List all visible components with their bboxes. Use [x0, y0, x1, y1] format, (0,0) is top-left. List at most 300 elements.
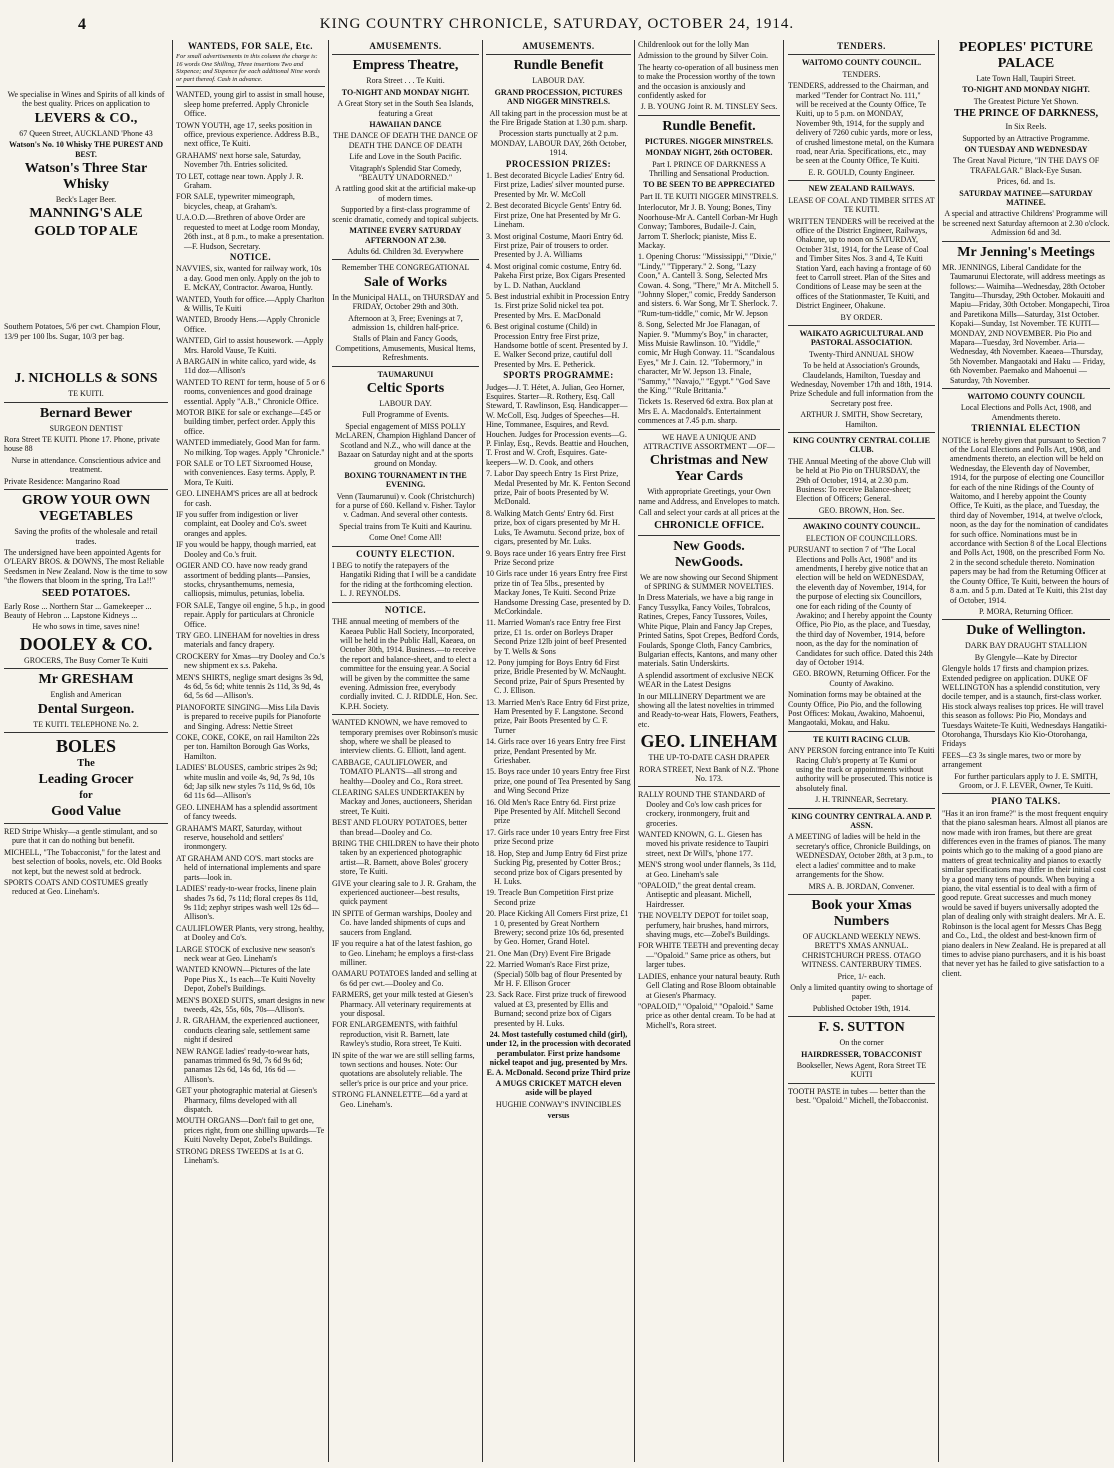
- boxing-tournament: BOXING TOURNAMENT IN THE EVENING.: [344, 470, 467, 490]
- watsons-ten: Watson's No. 10 Whisky THE PUREST AND BEST.: [8, 140, 164, 159]
- xmas-price: Price, 1/- each.: [837, 971, 886, 981]
- divider: [788, 894, 935, 895]
- sports-event: 10 Girls race under 16 years Entry free First prize tin of Tea 5lbs., presented by Mackay Jones, Te Kuiti. Second Prize Handsome Dressing Case, presented by D. McCorkindale.: [486, 569, 631, 616]
- column-2: [176, 40, 325, 1464]
- nz-railways: NEW ZEALAND RAILWAYS.: [808, 184, 915, 194]
- column-rule: [938, 40, 939, 1462]
- minstrel-programme-2: 8. Song, Selected Mr Joe Flanagan, of Napier. 9. "Mummy's Boy," in character, Miss Muisie Rawlinson. 10. "Yiddle," comic, Mr Hugh Conway. 11. "Scandalous Eyes," Mr J. Cain. 12. "Tobermory," in character, Mr W. Jepson 13. Finale, "Sammy," "Navajo," "Egypt." "God Save the King." "Rule Brittania.": [638, 320, 775, 395]
- collie-club-secretary: GEO. BROWN, Hon. Sec.: [818, 505, 905, 515]
- cricket-versus: HUGHIE CONWAY'S INVINCIBLES: [495, 1099, 622, 1109]
- classified-ad: IF you suffer from indigestion or liver complaint, eat Dooley and Co's. sweet oranges and apples.: [176, 510, 307, 538]
- spacer: [4, 242, 168, 322]
- classified-ad: TOWN YOUTH, age 17, seeks position in office, previous experience. Address B.B., next office, Te Kuiti.: [176, 120, 320, 149]
- cricket-team-one: A MUGS CRICKET MATCH eleven aside will be played: [495, 1079, 622, 1098]
- admission: Admission to the ground by Silver Coin.: [638, 51, 768, 61]
- boles-leading-grocer: Leading Grocer: [38, 771, 134, 787]
- classified-ad: WANTED, young girl to assist in small house, sleep home preferred. Apply Chronicle Office.: [176, 90, 325, 119]
- kaeaea-hall-notice: THE annual meeting of members of the Kaeaea Public Hall Society, Incorporated, will be held in the Public Hall, Kaeaea, on October 30th, 1914. Business.—to receive the report and balance-sheet, and to elect a committee for the ensuing year. A Social will be given by the committee the same evening. Admission free, everybody cordially invited. C. J. RIDDLE, Hon. Sec. K.P.H. Society.: [332, 617, 478, 711]
- jennings-meetings-title: Mr Jenning's Meetings: [957, 244, 1095, 260]
- sale-of-works-stalls: Stalls of Plain and Fancy Goods, Competitions, Amusements, Musical Items, Refreshments.: [335, 334, 476, 363]
- classified-ad: STRONG DRESS TWEEDS at 1s at G. Lineham's.: [176, 1146, 304, 1166]
- classified-ad: CROCKERY for Xmas—try Dooley and Co.'s new shipment ex s.s. Pakeha.: [176, 651, 325, 671]
- matinee: MATINEE EVERY SATURDAY AFTERNOON AT 2.30.: [349, 226, 462, 245]
- column-1: [4, 40, 168, 1464]
- empress-tonight: TO-NIGHT AND MONDAY NIGHT.: [341, 87, 470, 97]
- spacer: [4, 40, 168, 90]
- sports-coats-ad: SPORTS COATS AND COSTUMES greatly reduced at Geo. Lineham's.: [4, 878, 148, 897]
- celtic-sports-title: Celtic Sports: [366, 380, 445, 396]
- classified-ad: WANTED, Youth for office.—Apply Charlton & Willis, Te Kuiti: [176, 294, 325, 313]
- classified-ad: WANTED KNOWN—Pictures of the late Pope Pius X., 1s each—Te Kuiti Novelty Depot, Zobel's Buildings.: [176, 965, 316, 994]
- classified-ad: WANTED TO RENT for term, house of 5 or 6 rooms, conveniences and good drainage essential. Apply "A.B.," Chronicle Office.: [176, 377, 325, 406]
- bewer-title: SURGEON DENTIST: [49, 423, 123, 433]
- sports-event: 12. Pony jumping for Boys Entry 6d First prize, Bridle Presented by W. McNaught. Second prize, Pair of Spurs Presented by C. J. Ellison.: [486, 657, 626, 696]
- classified-ad: CAULIFLOWER Plants, very strong, healthy, at Dooley and Co's.: [176, 923, 325, 943]
- classified-ad: LADIES' ready-to-wear frocks, linene plain shades 7s 6d, 7s 11d; floral crepes 8s 11d, 9s 11d; zephyr stripes wash well 12s 6d—Allison's.: [176, 884, 320, 922]
- classified-ad: "OPALOID," "Opaloid," "Opaloid." Same price as other dental cream. To be had at Michell's, Rora street.: [638, 1001, 776, 1030]
- classified-ad: AT GRAHAM AND CO'S. mart stocks are held of international implements and spare parts—look in.: [176, 853, 321, 882]
- supported-by: Supported by a first-class programme of scenic dramatic, comedy and topical subjects.: [332, 205, 479, 224]
- classified-ad: WANTED, Broody Hens.—Apply Chronicle Office.: [176, 315, 320, 334]
- greatest-picture: The Greatest Picture Yet Shown.: [973, 96, 1079, 106]
- procession-prizes-heading: PROCESSION PRIZES:: [505, 158, 612, 169]
- column-rule: [482, 40, 483, 1462]
- classified-ad: BRING THE CHILDREN to have their photo taken by an experienced photographic artist—R. Barnett, above Boles' grocery store, Te Kuiti.: [332, 839, 479, 877]
- bewer-address: Rora Street TE KUITI. Phone 17. Phone, private house 88: [4, 435, 160, 454]
- sports-event: 20. Place Kicking All Comers First prize, £1 1 0, presented by Great Northern Brewery; second prize 10s 6d, presented by Geo. Horner, Grand Hotel.: [486, 909, 629, 947]
- tenders-heading: TENDERS.: [837, 41, 886, 51]
- sports-event: 8. Walking Match Gents' Entry 6d. First prize, box of cigars presented by Mr H. Luks, Te Awamutu. Second prize, box of cigars, presented by Mr. Luks.: [486, 508, 625, 547]
- prince-of-darkness: THE PRINCE OF DARKNESS,: [953, 108, 1099, 120]
- racing-club-secretary: J. H. TRINNEAR, Secretary.: [815, 795, 908, 805]
- mora-returning-officer: P. MORA, Returning Officer.: [978, 606, 1074, 616]
- classified-ad: GEO. LINEHAM'S prices are all at bedrock for cash.: [176, 489, 318, 508]
- returning-officer: GEO. BROWN, Returning Officer. For the County of Awakino.: [792, 669, 931, 688]
- waikato-association: WAIKATO AGRICULTURAL AND PASTORAL ASSOCIATION.: [799, 328, 924, 348]
- nicholls-town: TE KUITI.: [68, 389, 104, 399]
- lineham-name: GEO. LINEHAM: [640, 731, 778, 752]
- piano-talks-heading: PIANO TALKS.: [991, 796, 1061, 807]
- classified-ad: NAVVIES, six, wanted for railway work, 10s a day. Good men only. Apply on the job to E. McKAY, Contractor. Awaroa, Huntly.: [176, 264, 322, 293]
- boxing-bouts: Venn (Taumarunui) v. Cook (Christchurch) for a purse of £60. Kelland v. Fisher. Taylor v. Cadman. And several other contests.: [335, 491, 476, 520]
- awakino-county-council: AWAKINO COUNTY COUNCIL.: [802, 522, 921, 532]
- life-and-love: Life and Love in the South Pacific.: [349, 152, 462, 162]
- vitagraph-comedy: Vitagraph's Splendid Star Comedy, "BEAUTY UNADORNED.": [349, 163, 462, 183]
- classified-ad: FARMERS, get your milk tested at Giesen's Pharmacy. All veterinary requirements at your disposal.: [332, 990, 474, 1018]
- hawaiian-dance: HAWAIIAN DANCE: [369, 120, 442, 130]
- gresham-name: Mr GRESHAM: [38, 672, 134, 688]
- divider: [332, 259, 479, 260]
- part-one: Part I. PRINCE OF DARKNESS A Thrilling and Sensational Production.: [649, 159, 769, 179]
- racing-club: TE KUITI RACING CLUB.: [813, 734, 910, 744]
- column-rule: [172, 40, 173, 1462]
- ladies-meeting-notice: A MEETING of ladies will be held in the secretary's office, Chronicle Buildings, on WEDNESDAY, October 28th, at 3 p.m., to elect a ladies' committee and to make arrangements for the Show.: [788, 832, 934, 880]
- column-rule: [783, 40, 784, 1462]
- divider: [788, 1016, 935, 1017]
- sports-event: 23. Sack Race. First prize truck of firewood valued at £3, presented by Ellis and Burnand; second prize box of Cigars presented by H. Luks.: [486, 990, 627, 1028]
- prize-event: 3. Most original Costume, Maori Entry 6d. First prize, Pair of trousers to order. Presented by J. A. Williams: [486, 231, 624, 260]
- sutton-address: Bookseller, News Agent, Rora Street TE KUITI: [796, 1060, 927, 1080]
- boles-good-value: Good Value: [51, 803, 121, 819]
- gresham-title: Dental Surgeon.: [37, 701, 135, 717]
- divider: [332, 714, 479, 715]
- michell-books-ad: MICHELL, "The Tobacconist," for the latest and best selection of books, novels, etc. Old Books not kept, but the newest sold at bedrock.: [4, 847, 162, 876]
- notice-heading: NOTICE.: [229, 251, 272, 262]
- sports-event: 21. One Man (Dry) Event Fire Brigade: [486, 948, 611, 958]
- masthead: [0, 0, 1114, 40]
- procession-start: Procession starts punctually at 2 p.m. MONDAY, LABOUR DAY, 26th October, 1914.: [490, 129, 627, 158]
- levers-intro: We specialise in Wines and Spirits of all kinds of the best quality. Prices on application to: [7, 90, 165, 109]
- railway-tender-notice: WRITTEN TENDERS will be received at the office of the District Engineer, Railways, Ohakune, up to noon on SATURDAY, October 31st, 1914, for the Lease of Coal and Timber Sites Nos. 3 and 4, Te Kuiti Station Yard, each having a frontage of 60 feet to Carroll street. Plan of the Sites and Conditions of Lease may be seen at the offices of the Stationmaster, Te Kuiti, and District Engineer, Ohakune.: [788, 216, 935, 311]
- bewer-nurse: Nurse in attendance. Conscientious advice and treatment.: [11, 455, 161, 475]
- notice-heading: NOTICE.: [384, 604, 427, 615]
- classified-ad: GET your photographic material at Giesen's Pharmacy, films developed with all dispatch.: [176, 1086, 318, 1115]
- classified-ad: WANTED, Girl to assist housework. —Apply Mrs. Harold Vause, Te Kuiti.: [176, 336, 324, 355]
- seedsmen-notice: The undersigned have been appointed Agents for O'LEARY BROS. & DOWNS, The most Reliable Seedsmen in New Zealand. Now is the time to sow "the flowers that bloom in the spring, Tra La!!": [4, 547, 168, 586]
- divider: [638, 429, 780, 430]
- seed-potato-varieties: Early Rose ... Northern Star ... Gamekeeper ... Beauty of Hebron ... Lapstone Kidneys ...: [4, 601, 152, 620]
- seed-potatoes-heading: SEED POTATOES.: [41, 587, 131, 599]
- divider: [942, 793, 1110, 794]
- classified-ad: A BARGAIN in white calico, yard wide, 4s 11d doz—Allison's: [176, 356, 316, 376]
- classified-ad: MEN'S BOXED SUITS, smart designs in new tweeds, 42s, 55s, 60s, 70s—Allison's.: [176, 995, 325, 1014]
- sale-of-works-admission: Afternoon at 3, Free; Evenings at 7, admission 1s, children half-price.: [348, 313, 463, 332]
- classified-ad: GIVE your clearing sale to J. R. Graham, the experienced auctioneer—best results, quick payment: [332, 878, 477, 907]
- classified-ad: RALLY ROUND THE STANDARD of Dooley and Co's low cash prices for crockery, ironmongery, fruit and groceries.: [638, 790, 765, 828]
- dooley-sub: GROCERS, The Busy Corner Te Kuiti: [23, 655, 149, 665]
- divider: [788, 518, 935, 519]
- palace-prices: Prices, 6d. and 1s.: [996, 177, 1056, 187]
- grand-procession: GRAND PROCESSION, PICTURES AND NIGGER MINSTRELS.: [494, 87, 623, 107]
- show-details: To be held at Association's Grounds, Claudelands, Hamilton, Tuesday and Wednesday, November 17th and 18th, 1914. Prize Schedule and full information from the Secretary post free.: [789, 361, 934, 408]
- minstrel-cast: Interlocutor, Mr J. B. Young; Bones, Tiny Noorhouse-Mr A. Cantell Corban-Mr Hugh Conway; Tambores, Budaile-J. Cain, Jarrom T. Sherlock; pianiste, Miss E. Mackay.: [638, 203, 778, 250]
- classified-ad: TO LET, cottage near town. Apply J. R. Graham.: [176, 171, 304, 191]
- county-engineer: E. R. GOULD, County Engineer.: [808, 167, 915, 177]
- classified-ad: FOR SALE, Tangye oil engine, 5 h.p., in good repair. Apply for particulars at Chronicle Office.: [176, 600, 325, 629]
- classified-ad: STRONG FLANNELETTE—6d a yard at Geo. Lineham's.: [332, 1090, 468, 1109]
- page-number: 4: [78, 16, 86, 33]
- classified-ad: FOR SALE or TO LET Sixroomed House, with conveniences. Easy terms. Apply, P. Mora, Te Kuiti.: [176, 459, 316, 487]
- divider: [788, 432, 935, 433]
- triennial-election-heading: TRIENNIAL ELECTION: [971, 423, 1081, 434]
- labour-day: LABOUR DAY.: [532, 76, 585, 86]
- classified-ad: MEN'S strong wool under flannels, 3s 11d, at Geo. Lineham's sale: [638, 860, 777, 879]
- limited-quantity: Only a limited quantity owing to shortage of paper.: [790, 982, 933, 1002]
- mannings-ale: MANNING'S ALE: [29, 206, 143, 222]
- column-rule: [328, 40, 329, 1462]
- grow-vegetables-headline: GROW YOUR OWN VEGETABLES: [21, 493, 151, 525]
- divider: [788, 808, 935, 809]
- classified-ad: IF you would be happy, though married, eat Dooley and Co.'s fruit.: [176, 540, 317, 559]
- lolly-man: Childrenlook out for the lolly Man: [638, 40, 749, 49]
- assortment-intro: WE HAVE A UNIQUE AND ATTRACTIVE ASSORTMENT —OF—: [643, 432, 775, 452]
- sale-of-works-title: Sale of Works: [364, 274, 447, 290]
- bewer-name: Bernard Bewer: [39, 405, 133, 421]
- sports-event: 7. Labor Day speech Entry 1s First Prize, Medal Presented by Mr. K. Fenton Second prize, Pair of boots Presented by W. McDonald.: [486, 469, 631, 507]
- classified-ad: U.A.O.D.—Brethren of above Order are requested to meet at Lodge room Monday, 26th inst., at 8 p.m., to make a presentation.—F. Hudson, Secretary.: [176, 213, 324, 251]
- lineham-address: RORA STREET, Next Bank of N.Z. 'Phone No. 173.: [639, 764, 779, 783]
- divider: [638, 115, 780, 116]
- stallion-fees: FEES—£3 3s single mares, two or more by arrangement: [942, 750, 1082, 770]
- gold-top-ale: GOLD TOP ALE: [34, 224, 138, 240]
- collie-club-notice: THE Annual Meeting of the above Club will be held at Pio Pio on THURSDAY, the 29th of October, 1914, at 2.30 p.m. Business: To receive Balance-sheet; Election of Officers; General.: [788, 456, 931, 504]
- call-and-select: Call and select your cards at all prices at the: [638, 508, 780, 518]
- classified-ad: GEO. LINEHAM has a splendid assortment of fancy tweeds.: [176, 802, 318, 822]
- rattling-skit: A rattling good skit at the artificial make-up of modern times.: [335, 184, 476, 203]
- sutton-corner: On the corner: [839, 1038, 884, 1048]
- grow-vegetables-sub: Saving the profits of the wholesale and retail trades.: [14, 527, 158, 546]
- sports-event: 11. Married Woman's race Entry free First prize, £1 1s. order on Borleys Draper Second Prize 12lb joint of beef Presented by T. Wells & Sons: [486, 618, 627, 656]
- classified-ad: OAMARU POTATOES landed and selling at 6s 6d per cwt.—Dooley and Co.: [332, 969, 477, 988]
- divider: [638, 535, 780, 536]
- nicholls-prices: Southern Potatoes, 5/6 per cwt. Champion Flour, 13/9 per 100 lbs. Sugar, 10/3 per bag.: [4, 322, 161, 341]
- congregational: Remember THE CONGREGATIONAL: [341, 263, 470, 273]
- saturday-matinee: SATURDAY MATINEE—SATURDAY MATINEE.: [959, 188, 1093, 208]
- column-6: [788, 40, 935, 1464]
- empress-theatre-title: Empress Theatre,: [352, 58, 459, 74]
- sports-event: 22. Married Woman's Race First prize, (Special) 50lb bag of flour Presented by Mr H. F. Ellison Grocer: [486, 960, 622, 988]
- classified-ad: WANTED immediately, Good Man for farm. No milking. Top wages. Apply "Chronicle.": [176, 438, 325, 457]
- divider: [942, 619, 1110, 620]
- attractive-programme: Supported by an Attractive Programme.: [962, 133, 1090, 143]
- palace-address: Late Town Hall, Taupiri Street.: [976, 74, 1076, 83]
- sutton-name: F. S. SUTTON: [818, 1020, 905, 1036]
- boles-name: BOLES: [55, 735, 117, 756]
- piano-talks-text: "Has it an iron frame?" is the most frequent enquiry that the piano salesman hears. Almost all pianos are now made with iron frames, but there are great differences even in the frames of pianos. The many points which go to the making of a good piano are matters of great technicality and pianos to exactly similar specifications may differ in their initial cost by a good many tens of pounds. When buying a piano, the vital essential is to deal with a firm of good repute. Great successes and much money would be saved if buyers universally adopted the plan of dealing only with straight dealers. Mr A. E. Robinson is the local agent for Messrs Chas Begg and Co., Ltd., the oldest and best-known firm of piano dealers in New Zealand. He is prepared at all times to advise piano purchasers, and it is his boast that never yet has he failed to give satisfaction to a client.: [942, 808, 1108, 978]
- boles-the: The: [77, 757, 95, 769]
- palace-tonight: TO-NIGHT AND MONDAY NIGHT.: [962, 85, 1090, 95]
- to-be-seen: TO BE SEEN TO BE APPRECIATED: [643, 180, 775, 190]
- bewer-residence: Private Residence: Mangarino Road: [4, 476, 120, 486]
- classified-ad: TRY GEO. LINEHAM for novelties in dress materials and fancy drapery.: [176, 630, 320, 650]
- prize-event: 5. Best industrial exhibit in Procession Entry 1s. First prize Solid nickel tea pot. Presented by Mrs. E. MacDonald: [486, 291, 630, 320]
- divider: [4, 732, 168, 733]
- divider: [942, 388, 1110, 389]
- labour-day: LABOUR DAY.: [379, 398, 432, 408]
- red-stripe-whisky-ad: RED Stripe Whisky—a gentle stimulant, and so pure that it can do nothing but benefit.: [4, 826, 158, 846]
- waitomo-county-council: WAITOMO COUNTY COUNCIL.: [801, 58, 922, 68]
- prize-event: 6. Best original costume (Child) in Procession Entry free First prize, Handsome bottle of scent. Presented by J. E. Walker Second prize, cautiful doll Presented by Mrs. E. Petherick.: [486, 322, 628, 369]
- tooth-paste-ad: TOOTH PASTE in tubes — better than the best. "Opaloid." Michell, theTobacconist.: [788, 1086, 929, 1106]
- taumarunui: TAUMARUNUI: [377, 369, 434, 379]
- waitomo-county-council: WAITOMO COUNTY COUNCIL: [967, 391, 1085, 401]
- coal-timber-sites: LEASE OF COAL AND TIMBER SITES AT TE KUITI.: [788, 195, 935, 215]
- empress-story: A Great Story set in the South Sea Islands, featuring a Great: [337, 99, 474, 118]
- divider: [4, 668, 168, 669]
- procession-instructions: All taking part in the procession must be at the Fire Brigade Station at 1.30 p.m. sharp.: [489, 108, 628, 128]
- divider: [788, 325, 935, 326]
- dress-materials: In Dress Materials, we have a big range in Fancy Tussylka, Fancy Voiles, Tobralcos, Ratines, Crepes, Fancy Tussores, Voiles, White Pique, Plain and Fancy Jap Crepes, Printed Satins, Spot Crepes, Bedford Cords, Foulards, Sponge Cloth, Fancy Cambrics, Bulgarian effects, Kantons, and many other materials. Satin Underskirts.: [638, 593, 779, 669]
- classified-ad: MOTOR BIKE for sale or exchange—£45 or building timber, perfect order. Apply this office.: [176, 408, 321, 436]
- christmas-cards-title: Christmas and New Year Cards: [649, 453, 769, 485]
- classified-ad: GRAHAMS' next horse sale, Saturday, November 7th. Entries solicited.: [176, 150, 301, 170]
- classified-ad: COKE, COKE, COKE, on rail Hamilton 22s per ton. Hamilton Borough Gas Works, Hamilton.: [176, 733, 320, 761]
- sports-event: 13. Married Men's Race Entry 6d First prize, Ham Presented by F. Langstone. Second prize, Pair Boots Presented by C. F. Turner: [486, 697, 630, 735]
- classified-ad: BEST AND FLOURY POTATOES, better than bread—Dooley and Co.: [332, 818, 467, 837]
- divider: [332, 602, 479, 603]
- classified-ad: FOR SALE, typewriter mimeograph, bicycles, cheap, at Graham's.: [176, 192, 295, 211]
- amusements-heading: AMUSEMENTS.: [369, 41, 442, 51]
- ticket-info: Tickets 1s. Reserved 6d extra. Box plan at Mrs E. A. Macdonald's. Entertainment commences at 7.45 p.m. sharp.: [638, 397, 774, 426]
- becks-lager: Beck's Lager Beer.: [55, 195, 117, 205]
- by-order: BY ORDER.: [840, 312, 883, 322]
- tender-notice: TENDERS, addressed to the Chairman, and marked "Tender for Contract No. 111," will be received at the County Office, Te Kuiti, up to 5 p.m. on MONDAY, November 9th, 1914, for the supply and delivery of 7260 cubic yards, more or less, of crushed limestone metal, on the Kumara road, near Aria. Specifications, etc., may be seen at the County Office, Te Kuiti.: [788, 81, 934, 166]
- divider: [4, 402, 168, 403]
- county-election-heading: COUNTY ELECTION.: [356, 548, 455, 559]
- tuesday-wednesday: ON TUESDAY AND WEDNESDAY: [964, 145, 1088, 155]
- classified-ad: CABBAGE, CAULIFLOWER, and TOMATO PLANTS—all strong and healthy—Dooley and Co., Rora street.: [332, 757, 463, 786]
- sports-event: 19. Treacle Bun Competition First prize Second prize: [486, 888, 614, 907]
- nicholls-name: J. NICHOLLS & SONS: [14, 371, 158, 387]
- divider: [788, 180, 935, 181]
- part-two: Part II. TE KUITI NIGGER MINSTRELS.: [639, 191, 779, 201]
- millinery: In our MILLINERY Department we are showing all the latest novelties in trimmed and Ready-to-wear Hats, Flowers, Feathers, etc.: [638, 691, 779, 729]
- column-4: [486, 40, 631, 1464]
- divider: [4, 489, 168, 490]
- divider: [332, 366, 479, 367]
- divider: [942, 241, 1110, 242]
- divider: [788, 1083, 935, 1084]
- peoples-picture-palace: PEOPLES' PICTURE PALACE: [958, 40, 1094, 71]
- six-reels: In Six Reels.: [1005, 122, 1047, 132]
- divider: [486, 54, 631, 55]
- cricket-team-two: versus: [547, 1111, 570, 1121]
- sports-event: 18. Hop, Step and Jump Entry 6d First prize Sucking Pig, presented by Cotter Bros.; second prize box of Cigars presented by H. Luks.: [486, 848, 628, 886]
- levers-address: 67 Queen Street, AUCKLAND 'Phone 43: [19, 128, 153, 138]
- classified-ad: MOUTH ORGANS—Don't fail to get one, prices right, from one shilling upwards—Te Kuiti Novelty Depot, Zobel's Buildings.: [176, 1116, 325, 1145]
- classified-ad: LADIES, enhance your natural beauty. Ruth Gell Clating and Rose Bloom obtainable at Giesen's Pharmacy.: [638, 971, 780, 1000]
- polly-mclaren: Special engagement of MISS POLLY McLAREN, Champion Highland Dancer of Scotland and N.Z., who will dance at the Bazaar on Saturday night and at the sports ground on Monday.: [335, 421, 476, 469]
- greetings-text: With appropriate Greetings, your Own name and Address, and Envelopes to match.: [638, 487, 780, 506]
- column-5: [638, 40, 780, 1464]
- divider: [332, 54, 479, 55]
- levers-name: LEVERS & CO.,: [34, 110, 138, 126]
- divider: [788, 731, 935, 732]
- sports-event: 9. Boys race under 16 years Entry free First Prize Second prize: [486, 548, 626, 567]
- trafalgar: The Great Naval Picture, "IN THE DAYS OF TRAFALGAR." Black-Eye Susan.: [952, 156, 1100, 175]
- prize-event: 2. Best decorated Bicycle Gents' Entry 6d. First prize, One hat Presented by Mr G. Lineham.: [486, 201, 622, 230]
- local-elections-act: Local Elections and Polls Act, 1908, and Amendments thereto.: [960, 403, 1092, 422]
- prize-event: 1. Best decorated Bicycle Ladies' Entry 6d. First prize, Ladies' silver mounted purse. Presented by Mr. W. McColl: [486, 171, 625, 199]
- xmas-publications: OF AUCKLAND WEEKLY NEWS. BRETT'S XMAS ANNUAL. CHRISTCHURCH PRESS. OTAGO WITNESS. CANTERBURY TIMES.: [801, 931, 922, 970]
- election-of-councillors: ELECTION OF COUNCILLORS.: [805, 533, 918, 543]
- joint-secretaries: J. B. YOUNG Joint R. M. TINSLEY Secs.: [640, 102, 778, 112]
- column-7: [942, 40, 1110, 1464]
- dance-of-death: THE DANCE OF DEATH THE DANCE OF DEATH THE DANCE OF DEATH: [333, 131, 478, 150]
- wanteds-rates-note: For small advertisements in this column the charge is: 16 words One Shilling, Three insertions Two and Sixpence; and Sixpence for each additional Nine words or part thereof. Cash in advance.: [176, 53, 320, 83]
- childrens-programme: A special and attractive Childrens' Programme will be screened next Saturday afternoon at 2.30 o'clock. Admission 6d and 3d.: [942, 209, 1110, 238]
- classified-ad: IN spite of the war we are still selling farms, town sections and houses. Note: Our quotations are absolutely reliable. The seller's price is our price and your price.: [332, 1050, 475, 1088]
- nomination-forms: Nomination forms may be obtained at the County Office, Pio Pio, and the following Post Offices: Mokau, Awakino, Mahoenui, Mangaotaki, Mokau, and Haku.: [788, 690, 925, 728]
- divider: [332, 546, 479, 547]
- new-goods-title: New Goods. NewGoods.: [673, 538, 745, 570]
- come-one: Come One! Come All!: [369, 533, 442, 543]
- boles-for: for: [79, 789, 93, 801]
- classified-ad: J. R. GRAHAM, the experienced auctioneer, conducts clearing sale, settlement same night if desired: [176, 1016, 320, 1045]
- sports-event: 15. Boys race under 10 years Entry free First prize, one pound of Tea Presented by Sang and Wing Second Prize: [486, 767, 631, 796]
- classified-ad: GRAHAM'S MART, Saturday, without reserve, household and settlers' ironmongery.: [176, 823, 302, 852]
- election-notice: PURSUANT to section 7 of "The Local Elections and Polls Act, 1908" and its amendments, I hereby give notice that an election will be held on WEDNESDAY, the eleventh day of November, 1914, for the purpose of electing six Councillors, one for each riding of the County of Awakino; and I hereby appoint the County Office, Pio Pio, as the place, and Tuesday, the third day of November, 1914, before noon, as the day for the nomination of Candidates for such office. Dated this 24th day of October 1914.: [788, 545, 933, 667]
- empress-prices: Adults 6d. Children 3d. Everywhere: [347, 246, 464, 256]
- rundle-benefit-title: Rundle Benefit: [513, 58, 604, 74]
- column-3: [332, 40, 479, 1464]
- sports-programme-heading: SPORTS PROGRAMME:: [503, 370, 614, 381]
- pictures-minstrels: PICTURES. NIGGER MINSTRELS.: [644, 136, 774, 146]
- sows-in-time: He who sows in time, saves nine!: [32, 622, 140, 632]
- show-secretary: ARTHUR J. SMITH, Show Secretary, Hamilton.: [800, 410, 923, 429]
- rundle-benefit-title: Rundle Benefit.: [662, 118, 756, 134]
- jennings-schedule: MR. JENNINGS, Liberal Candidate for the Taumarunui Electorate, will address meetings as follows:— Waimiha—Wednesday, 28th October Tangitu—Thursday, 29th October. Mokauiti and Mapiu—Friday, 30th October. Mongapechi, Tiroa and Paretikona Mills—Saturday, 31st October. Kopaki—Sunday, 1st November. TE KUITI—MONDAY, 2ND NOVEMBER. Pio Pio and Mapara—Tuesday, 3rd November. Aria—Wednesday, 4th November. Kaeaea—Thursday, 5th November. Mangaotaki and Haku — Friday, 6th November. Paemako and Mahoenui — Saturday, 7th November.: [942, 262, 1110, 385]
- divider: [4, 823, 168, 824]
- annual-show: Twenty-Third ANNUAL SHOW: [809, 349, 914, 359]
- collie-club: KING COUNTRY CENTRAL COLLIE CLUB.: [793, 436, 930, 455]
- sports-event: 17. Girls race under 10 years Entry free First prize Second prize: [486, 827, 630, 847]
- divider: [788, 54, 935, 55]
- watsons-three-star: Watson's Three Star Whisky: [24, 161, 148, 193]
- classified-ad: OGIER AND CO. have now ready grand assortment of bedding plants—Pansies, stocks, chrysanthemums, nemesia, calliopsis, mimulus, petunias, lobelia.: [176, 561, 311, 599]
- prize-event: 4. Most original comic costume, Entry 6d. Pakeha First prize, Box Cigars Presented by L. D. Nathan, Auckland: [486, 261, 626, 290]
- classified-ad: IF you require a hat of the latest fashion, go to Geo. Lineham; he employs a first-class milliner.: [332, 939, 474, 967]
- classified-ad: FOR ENLARGEMENTS, with faithful reproduction, visit R. Barnett, late Rawley's studio, Rora street, Te Kuiti.: [332, 1020, 462, 1049]
- classified-ad: IN SPITE of German warships, Dooley and Co. have landed shipments of cups and saucers from England.: [332, 908, 472, 937]
- cooperation-request: The hearty co-operation of all business men to make the Procession worthy of the town and the occasion is anxiously and confidently asked for: [638, 62, 779, 101]
- classified-ad: "OPALOID," the great dental cream. Antiseptic and pleasant. Michell, Hairdresser.: [638, 881, 756, 909]
- full-programme: Full Programme of Events.: [362, 410, 449, 420]
- special-trains: Special trains from Te Kuiti and Kaurinu.: [339, 521, 472, 531]
- stallion-contact: For further particulars apply to J. E. SMITH, Groom, or J. F. LEVER, Owner, Te Kuiti.: [954, 771, 1098, 790]
- dooley-name: DOOLEY & CO.: [19, 633, 153, 654]
- newspaper-title: KING COUNTRY CHRONICLE, SATURDAY, OCTOBER 24, 1914.: [319, 16, 795, 32]
- divider: [638, 786, 780, 787]
- draught-stallion: DARK BAY DRAUGHT STALLION: [965, 641, 1087, 651]
- mugs-cricket-match: 24. Most tastefully costumed child (girl), under 12, in the procession with decorated perambulator. First prize handsome nickel teapot and jug, presented by Mrs. E. A. McDonald. Second prize Third prize: [486, 1030, 631, 1077]
- classified-ad: NEW RANGE ladies' ready-to-wear hats, panamas trimmed 6s 9d, 7s 6d 9s 6d; panamas 12s 6d, 14s 6d, 16s 6d —Allison's.: [176, 1046, 310, 1084]
- reynolds-notice: I BEG to notify the ratepayers of the Hangatiki Riding that I will be a candidate for the riding at the forthcoming election. L. J. REYNOLDS.: [332, 561, 477, 599]
- published-date: Published October 19th, 1914.: [812, 1003, 911, 1013]
- gresham-telephone: TE KUITI. TELEPHONE No. 2.: [33, 719, 139, 729]
- minstrel-programme-1: 1. Opening Chorus: "Mississippi," "Dixie," "Lindy," "Tipperary." 2. Song, "Lazy Coon," A. Cantell 3. Song, Selected Mrs Cowan. 4. Song, "There," Mr A. Mitchell 5. "Johnny Sloper," comic, Freddy Sanderson and sisters. 6. War Song, Mr T. Sherlock. 7. "Rum-tum-tiddle," comic, Mr W. Jepson: [638, 252, 779, 318]
- pedigree-line: By Glengyle—Kate by Director: [974, 652, 1078, 662]
- classified-ad: LADIES' BLOUSES, cambric stripes 2s 9d; white muslin and voile 4s, 9d, 7s 9d, 10s 6d; Jap silk new styles 7s 11d, 9s 6d, 10s 6d 11s 6d—Allison's: [176, 763, 318, 801]
- neck-wear: A splendid assortment of exclusive NECK WEAR in the Latest Designs: [638, 670, 774, 690]
- duke-of-wellington-title: Duke of Wellington.: [966, 623, 1086, 639]
- column-rule: [634, 40, 635, 1462]
- racing-club-notice: ANY PERSON forcing entrance into Te Kuiti Racing Club's property at Te Kumi or using the track or appointments without authority will be prosecuted. This notice is absolutely final.: [788, 746, 935, 793]
- amusements-heading: AMUSEMENTS.: [522, 41, 595, 51]
- classified-ad: PIANOFORTE SINGING—Miss Lila Davis is prepared to receive pupils for Pianoforte and Singing. Adress: Nettie Street: [176, 702, 321, 731]
- empress-address: Rora Street . . . Te Kuiti.: [366, 76, 445, 86]
- second-shipment: We are now showing our Second Shipment of SPRING & SUMMER NOVELTIES.: [640, 572, 778, 592]
- sutton-trade: HAIRDRESSER, TOBACCONIST: [801, 1049, 922, 1059]
- gresham-sub: English and American: [50, 690, 122, 700]
- classified-ad: CLEARING SALES UNDERTAKEN by Mackay and Jones, auctioneers, Sheridan street, Te Kuiti.: [332, 788, 472, 816]
- sale-of-works-venue: In the Municipal HALL, on THURSDAY and FRIDAY, October 29th and 30th.: [332, 292, 479, 312]
- triennial-election-notice: NOTICE is hereby given that pursuant to Section 7 of the Local Elections and Polls Act, 1908, and amendments thereto, an election will be held on Wednesday, the Eleventh day of November, 1914, for the purpose of electing one Councillor for each of the nine Ridings of the County of Waitomo, and I hereby appoint the County Office, Te Kuiti, as the place, and Tuesday, the third day of November, 1914, at twelve o'clock, noon, as the day for the nomination of candidates for such office. Nominations must be in accordance with Section 8 of the Local Elections and Polls Act, 1908, on the prescribed Form No. 2 in the second schedule thereto. Nomination papers may be had from the Returning Officer at the County Office, Te Kuiti, between the hours of 8 a.m. and 5 p.m. Dated at Te Kuiti, this 21st day of October, 1914.: [942, 435, 1109, 605]
- wanteds-heading: WANTEDS, FOR SALE, Etc.: [187, 41, 313, 51]
- spacer: [4, 343, 168, 371]
- classified-ad: MEN'S SHIRTS, neglige smart designs 3s 9d, 4s 6d, 5s 6d; white tennis 2s 11d, 3s 9d, 4s 6d, 5s 6d —Allison's.: [176, 672, 324, 701]
- classified-ad: LARGE STOCK of exclusive new season's neck wear at Geo. Lineham's: [176, 944, 315, 963]
- sports-event: 16. Old Men's Race Entry 6d. First prize Pipe Presented by Alf. Mitchell Second prize: [486, 797, 621, 826]
- divider: [176, 86, 325, 87]
- stallion-details: Glengyle holds 17 firsts and champion prizes. Extended pedigree on application. DUKE OF WELLINGTON has a splendid constitution, very docile temper, and is a staunch, first-class worker. His stock always realises top prices. He will travel this season as follows: Pio Pio, Mondays and Tuesdays Waitete-Te Kuiti, Wednesdays Hangatiki-Otorohanga, Thursdays Kio Kio-Otorohanga, Fridays: [942, 664, 1107, 749]
- tenders-sub: TENDERS.: [842, 69, 881, 79]
- convener: MRS A. B. JORDAN, Convener.: [808, 881, 915, 891]
- classified-ad: WANTED KNOWN, we have removed to temporary premises over Robinson's music shop, where we shall be pleased to interview clients. G. Elliott, land agent.: [332, 718, 478, 756]
- lineham-sub: THE UP-TO-DATE CASH DRAPER: [648, 753, 770, 763]
- classified-ad-list: [176, 90, 325, 1165]
- classified-ad: WANTED KNOWN, G. L. Giesen has moved his private residence to Taupiri street, next Dr Will's, 'phone 177.: [638, 830, 769, 858]
